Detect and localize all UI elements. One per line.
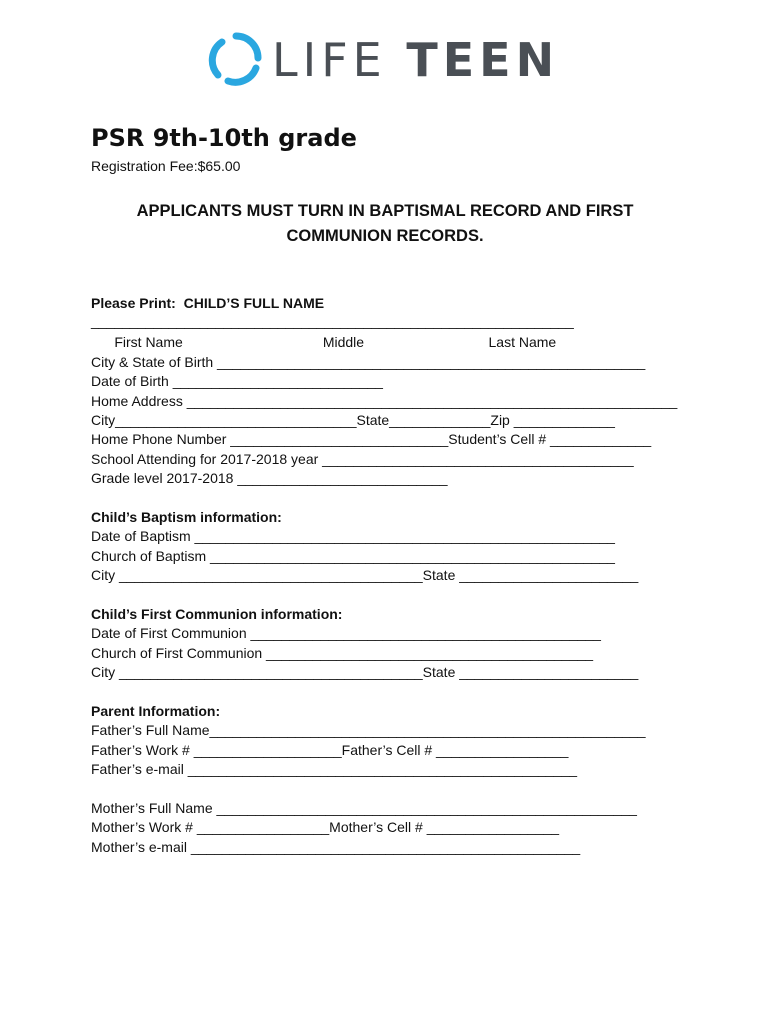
phone-fields[interactable]: Home Phone Number ____________________________Student’s Cell # _____________ xyxy=(91,431,652,447)
child-name-heading: Please Print: CHILD’S FULL NAME xyxy=(91,295,325,311)
registration-fee: Registration Fee:$65.00 xyxy=(91,158,241,174)
communion-date-field[interactable]: Date of First Communion _____________________________________________ xyxy=(91,625,601,641)
notice-line-1: APPLICANTS MUST TURN IN BAPTISMAL RECORD AND FIRST xyxy=(136,202,634,220)
baptism-church-field[interactable]: Church of Baptism ____________________________________________________ xyxy=(91,548,615,564)
child-name-labels: First Name Middle Last Name xyxy=(91,334,557,350)
date-of-birth-field[interactable]: Date of Birth ___________________________ xyxy=(91,373,383,389)
logo-word-life: LIFE xyxy=(272,33,387,87)
logo-wordmark xyxy=(272,32,559,88)
father-name-field[interactable]: Father’s Full Name________________________________________________________ xyxy=(91,722,646,738)
communion-city-field[interactable]: City _______________________________________State _______________________ xyxy=(91,664,639,680)
mother-name-field[interactable]: Mother’s Full Name ______________________________________________________ xyxy=(91,800,637,816)
child-name-field[interactable]: ______________________________________________________________ xyxy=(91,313,574,329)
school-field[interactable]: School Attending for 2017-2018 year ________________________________________ xyxy=(91,451,634,467)
mother-work-field[interactable]: Mother’s Work # _________________Mother’s Cell # _________________ xyxy=(91,819,560,835)
parent-heading: Parent Information: xyxy=(91,703,221,719)
father-email-field[interactable]: Father’s e-mail __________________________________________________ xyxy=(91,761,578,777)
logo-word-teen: TEEN xyxy=(406,33,560,87)
baptism-heading: Child’s Baptism information: xyxy=(91,509,282,525)
birthplace-field[interactable]: City & State of Birth _______________________________________________________ xyxy=(91,354,646,370)
page-title: PSR 9th-10th grade xyxy=(91,124,357,152)
father-work-field[interactable]: Father’s Work # ___________________Father’s Cell # _________________ xyxy=(91,742,569,758)
life-teen-ring-icon xyxy=(208,30,264,90)
communion-church-field[interactable]: Church of First Communion __________________________________________ xyxy=(91,645,594,661)
home-address-field[interactable]: Home Address _______________________________________________________________ xyxy=(91,393,678,409)
mother-email-field[interactable]: Mother’s e-mail __________________________________________________ xyxy=(91,839,581,855)
life-teen-logo xyxy=(208,30,560,90)
baptism-date-field[interactable]: Date of Baptism ______________________________________________________ xyxy=(91,528,615,544)
grade-level-field[interactable]: Grade level 2017-2018 ___________________________ xyxy=(91,470,448,486)
communion-heading: Child’s First Communion information: xyxy=(91,606,343,622)
baptism-city-field[interactable]: City _______________________________________State _______________________ xyxy=(91,567,639,583)
city-state-zip-field[interactable]: City_______________________________State_____________Zip _____________ xyxy=(91,412,615,428)
notice-line-2: COMMUNION RECORDS. xyxy=(286,227,484,245)
